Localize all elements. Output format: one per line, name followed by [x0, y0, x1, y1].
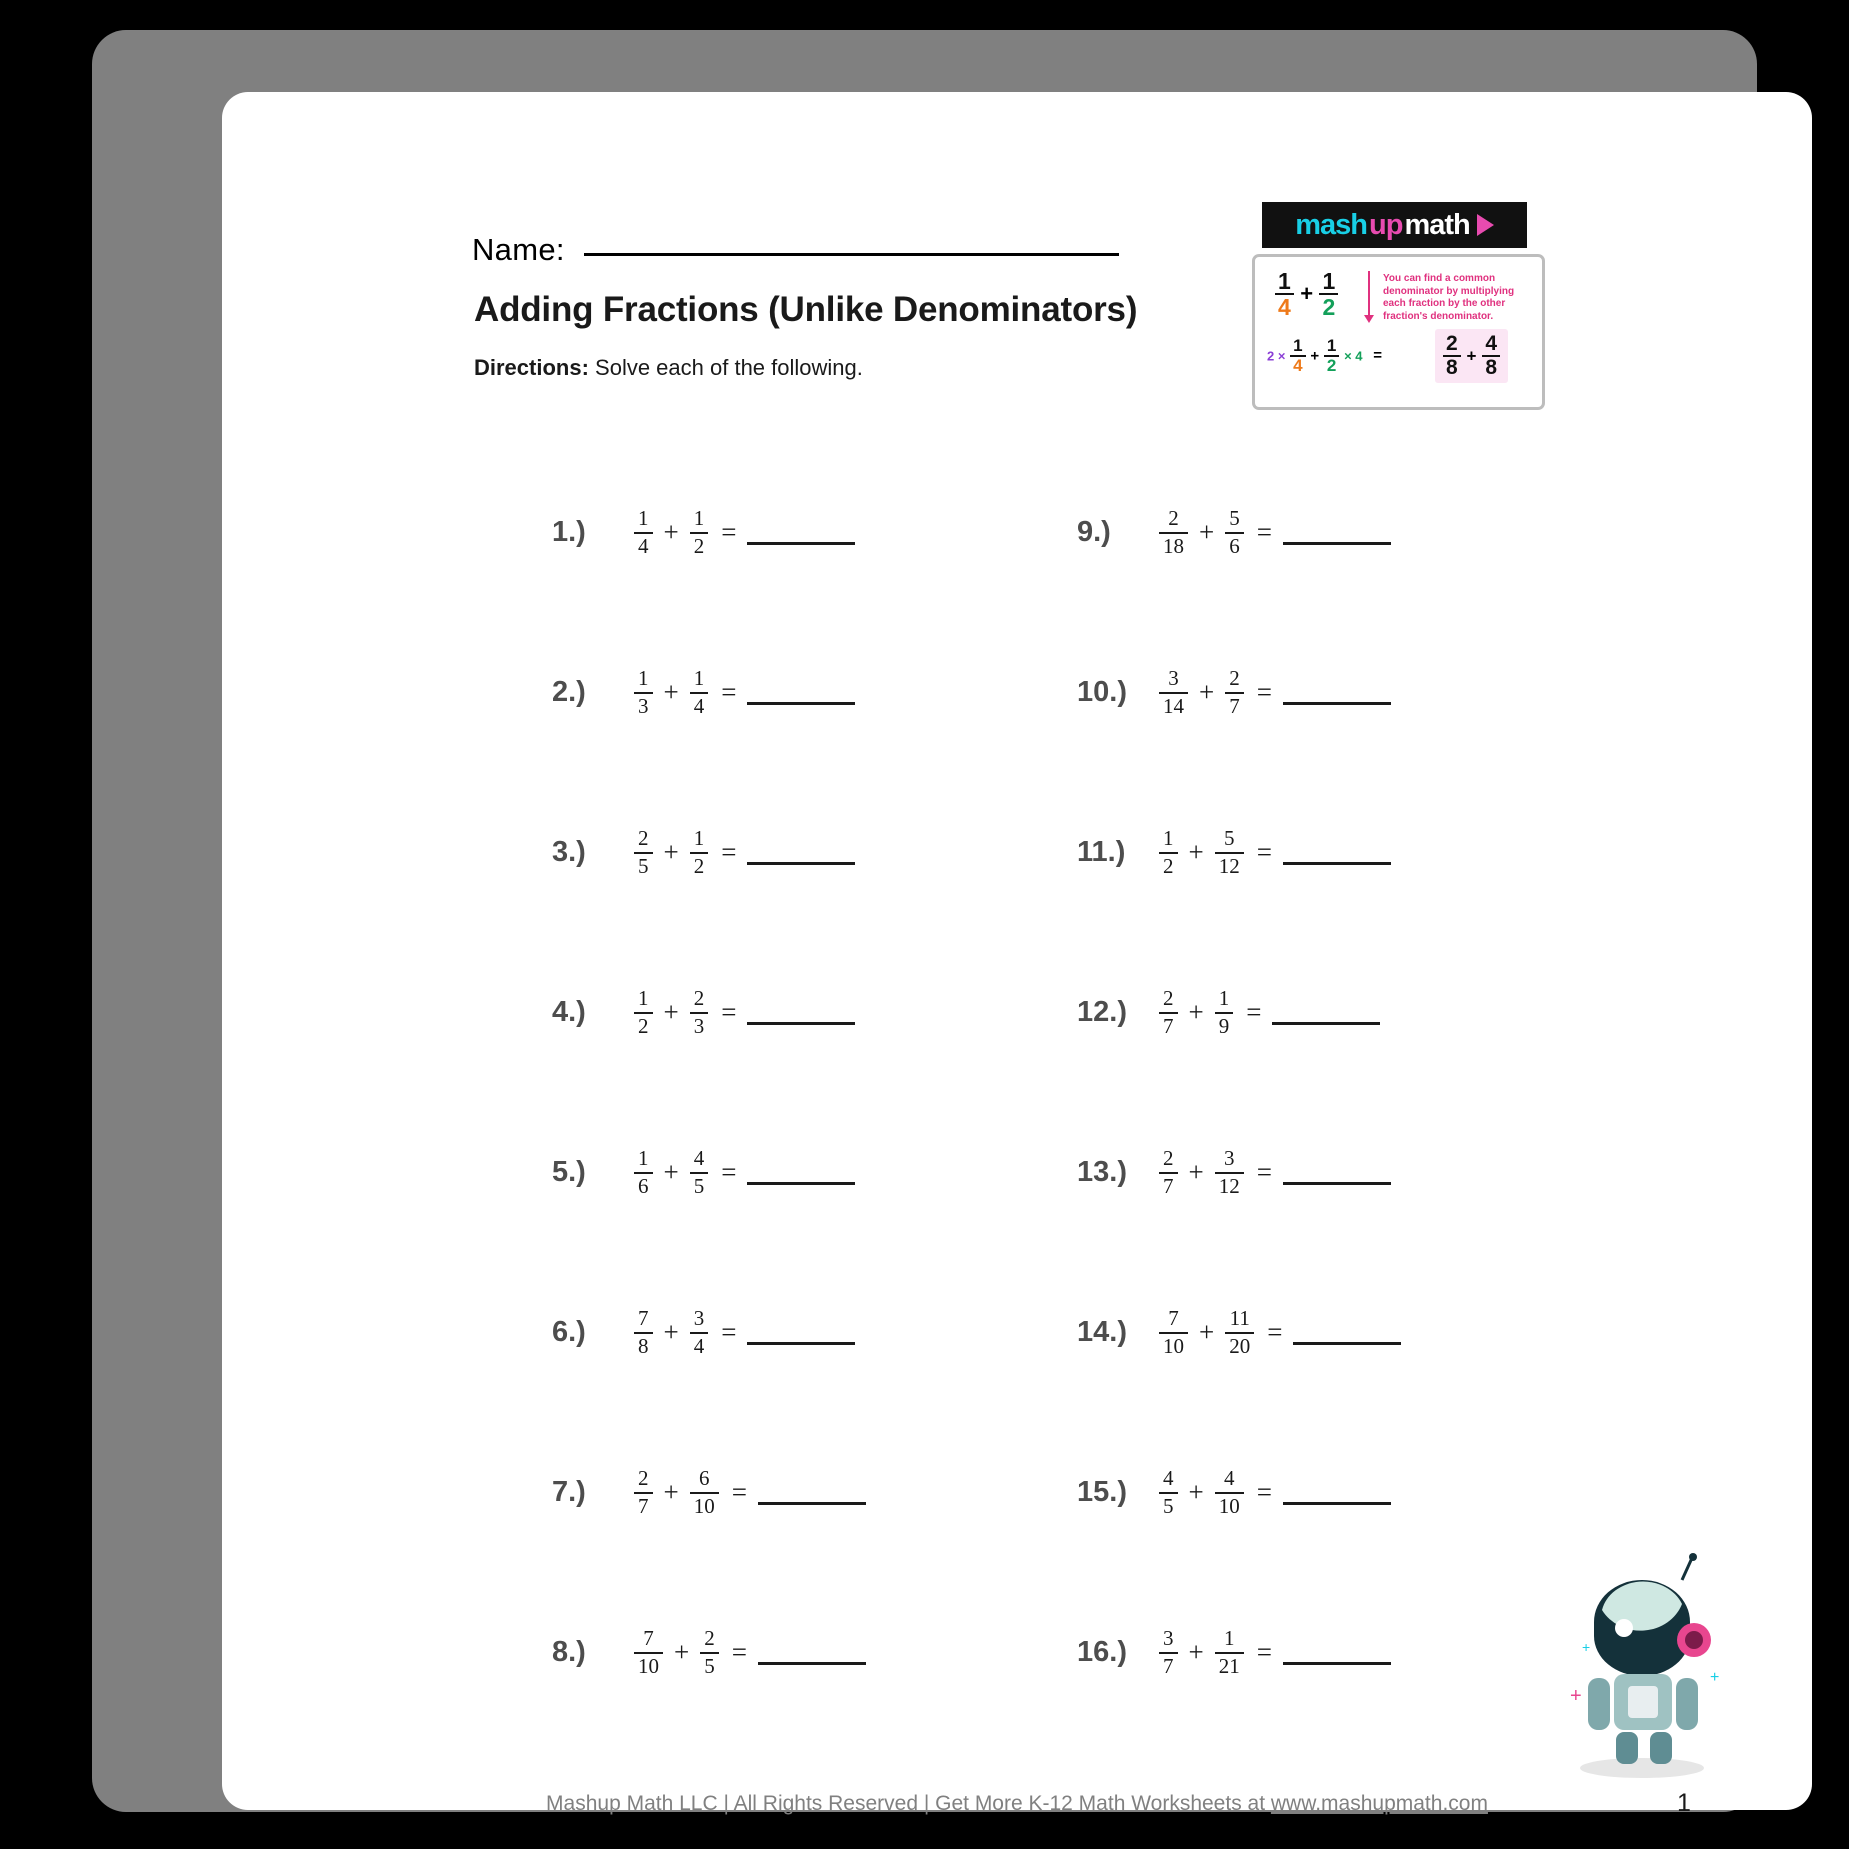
page-number: 1	[1677, 1789, 1691, 1817]
plus-sign: +	[663, 1157, 679, 1188]
problem-number: 12.)	[1077, 996, 1127, 1029]
svg-text:+: +	[1710, 1669, 1720, 1686]
problem-expression	[1155, 1467, 1391, 1518]
answer-blank[interactable]	[1293, 1320, 1401, 1345]
reference-bottom-expression	[1267, 337, 1382, 375]
equals-sign: =	[1256, 677, 1272, 708]
fraction-a: 4 5	[1159, 1467, 1178, 1518]
problem-number: 7.)	[552, 1476, 586, 1509]
fraction-a: 1 2	[634, 987, 653, 1038]
fraction-b: 2 5	[700, 1627, 719, 1678]
page-title: Adding Fractions (Unlike Denominators)	[474, 290, 1138, 329]
fraction-a: 3 7	[1159, 1627, 1178, 1678]
plus-sign: +	[1199, 677, 1215, 708]
reference-arrow-icon	[1368, 271, 1370, 315]
problem-expression	[630, 1627, 866, 1678]
play-triangle-icon	[1477, 214, 1494, 236]
plus-sign: +	[663, 997, 679, 1028]
directions-text: Solve each of the following.	[588, 355, 863, 380]
problem-number: 11.)	[1077, 836, 1126, 869]
worksheet-page	[222, 92, 1812, 1817]
plus-sign: +	[663, 1317, 679, 1348]
directions-label: Directions:	[474, 355, 589, 380]
plus-sign: +	[1188, 1637, 1204, 1668]
problem-expression	[1155, 667, 1391, 718]
svg-text:+: +	[1570, 1685, 1582, 1707]
reference-fraction-1: $\frac{1}{4}$	[1275, 269, 1294, 319]
reference-result-plus: +	[1466, 346, 1477, 366]
problem-7	[552, 1467, 866, 1518]
reference-result	[1435, 329, 1508, 383]
fraction-b: 5 12	[1215, 827, 1244, 878]
plus-sign: +	[1199, 1317, 1215, 1348]
logo-text-math: math	[1404, 208, 1470, 241]
problem-1	[552, 507, 855, 558]
answer-blank[interactable]	[1283, 1640, 1391, 1665]
equals-sign: =	[1246, 997, 1262, 1028]
problem-number: 16.)	[1077, 1636, 1127, 1669]
equals-sign: =	[1256, 1157, 1272, 1188]
fraction-b: 1 2	[690, 507, 709, 558]
problem-8	[552, 1627, 866, 1678]
reference-equals: =	[1373, 347, 1383, 365]
problem-14	[1077, 1307, 1401, 1358]
fraction-b: 1 21	[1215, 1627, 1244, 1678]
logo-text-mash: mash	[1295, 208, 1368, 241]
problem-number: 2.)	[552, 676, 586, 709]
reference-worked-fraction-2: $\frac{1}{2}$	[1324, 337, 1339, 375]
problem-5	[552, 1147, 855, 1198]
problem-expression	[630, 1307, 855, 1358]
equals-sign: =	[721, 517, 737, 548]
plus-sign: +	[663, 837, 679, 868]
ref-mult-left-top: 2 ×	[1267, 348, 1286, 364]
problem-3	[552, 827, 855, 878]
problem-4	[552, 987, 855, 1038]
reference-worked-fraction-1: $\frac{1}{4}$	[1290, 337, 1305, 375]
robot-mascot-illustration	[1542, 1552, 1742, 1782]
plus-sign: +	[1188, 837, 1204, 868]
equals-sign: =	[1256, 517, 1272, 548]
problem-number: 10.)	[1077, 676, 1127, 709]
problem-expression	[630, 507, 855, 558]
reference-example-box	[1252, 254, 1545, 410]
problem-16	[1077, 1627, 1391, 1678]
fraction-b: 1 2	[690, 827, 709, 878]
logo-text-up: up	[1369, 208, 1403, 241]
problem-number: 8.)	[552, 1636, 586, 1669]
answer-blank[interactable]	[747, 680, 855, 705]
answer-blank[interactable]	[1283, 680, 1391, 705]
problem-12	[1077, 987, 1380, 1038]
fraction-a: 1 4	[634, 507, 653, 558]
problem-number: 14.)	[1077, 1316, 1127, 1349]
problem-6	[552, 1307, 855, 1358]
directions	[474, 355, 863, 381]
fraction-b: 4 10	[1215, 1467, 1244, 1518]
fraction-b: 11 20	[1225, 1307, 1254, 1358]
svg-text:+: +	[1582, 1639, 1591, 1655]
problem-expression	[1155, 1627, 1391, 1678]
problem-expression	[1155, 1307, 1401, 1358]
problem-expression	[630, 827, 855, 878]
problem-15	[1077, 1467, 1391, 1518]
problem-number: 5.)	[552, 1156, 586, 1189]
equals-sign: =	[721, 1317, 737, 1348]
fraction-a: 7 8	[634, 1307, 653, 1358]
fraction-b: 1 4	[690, 667, 709, 718]
answer-blank[interactable]	[747, 1320, 855, 1345]
equals-sign: =	[1256, 1637, 1272, 1668]
problem-expression	[630, 667, 855, 718]
reference-result-fraction-2: $\frac{4}{8}$	[1482, 333, 1500, 379]
equals-sign: =	[721, 997, 737, 1028]
equals-sign: =	[721, 837, 737, 868]
problem-number: 4.)	[552, 996, 586, 1029]
plus-sign: +	[1199, 517, 1215, 548]
fraction-b: 3 4	[690, 1307, 709, 1358]
fraction-a: 1 6	[634, 1147, 653, 1198]
footer-link[interactable]: www.mashupmath.com	[1270, 1792, 1488, 1815]
problem-expression	[630, 1467, 866, 1518]
fraction-a: 2 18	[1159, 507, 1188, 558]
fraction-a: 3 14	[1159, 667, 1188, 718]
equals-sign: =	[1256, 837, 1272, 868]
fraction-a: 7 10	[1159, 1307, 1188, 1358]
fraction-a: 2 5	[634, 827, 653, 878]
plus-sign: +	[674, 1637, 690, 1668]
problem-number: 6.)	[552, 1316, 586, 1349]
plus-sign: +	[663, 517, 679, 548]
problem-number: 9.)	[1077, 516, 1111, 549]
answer-blank[interactable]	[747, 1160, 855, 1185]
answer-blank[interactable]	[1283, 840, 1391, 865]
reference-fraction-2: $\frac{1}{2}$	[1319, 269, 1338, 319]
fraction-b: 1 9	[1215, 987, 1234, 1038]
answer-blank[interactable]	[747, 1000, 855, 1025]
plus-sign: +	[663, 677, 679, 708]
answer-blank[interactable]	[1283, 1480, 1391, 1505]
problem-expression	[1155, 827, 1391, 878]
fraction-a: 2 7	[1159, 1147, 1178, 1198]
reference-top-expression	[1275, 269, 1338, 319]
fraction-b: 2 3	[690, 987, 709, 1038]
footer-text: Mashup Math LLC | All Rights Reserved | Get More K-12 Math Worksheets at	[546, 1792, 1271, 1815]
ref-mult-right: × 4	[1344, 348, 1363, 364]
problem-2	[552, 667, 855, 718]
problem-number: 13.)	[1077, 1156, 1127, 1189]
problem-13	[1077, 1147, 1391, 1198]
fraction-b: 6 10	[690, 1467, 719, 1518]
name-row	[472, 232, 1119, 268]
answer-blank[interactable]	[1272, 1000, 1380, 1025]
problem-9	[1077, 507, 1391, 558]
problem-number: 1.)	[552, 516, 586, 549]
answer-blank[interactable]	[758, 1640, 866, 1665]
reference-plus-1: +	[1300, 281, 1314, 307]
footer	[222, 1792, 1812, 1816]
answer-blank[interactable]	[747, 840, 855, 865]
answer-blank[interactable]	[747, 520, 855, 545]
equals-sign: =	[731, 1637, 747, 1668]
equals-sign: =	[731, 1477, 747, 1508]
plus-sign: +	[1188, 1157, 1204, 1188]
equals-sign: =	[1256, 1477, 1272, 1508]
problem-10	[1077, 667, 1391, 718]
problem-number: 15.)	[1077, 1476, 1127, 1509]
answer-blank[interactable]	[1283, 1160, 1391, 1185]
problem-expression	[1155, 987, 1380, 1038]
equals-sign: =	[1267, 1317, 1283, 1348]
reference-result-fraction-1: $\frac{2}{8}$	[1443, 333, 1461, 379]
problem-expression	[630, 987, 855, 1038]
fraction-a: 1 3	[634, 667, 653, 718]
fraction-b: 4 5	[690, 1147, 709, 1198]
name-label: Name:	[472, 232, 565, 267]
fraction-a: 1 2	[1159, 827, 1178, 878]
plus-sign: +	[1188, 1477, 1204, 1508]
fraction-b: 3 12	[1215, 1147, 1244, 1198]
fraction-a: 2 7	[634, 1467, 653, 1518]
name-write-line[interactable]	[584, 253, 1119, 256]
problem-expression	[630, 1147, 855, 1198]
problem-number: 3.)	[552, 836, 586, 869]
equals-sign: =	[721, 677, 737, 708]
plus-sign: +	[663, 1477, 679, 1508]
fraction-a: 7 10	[634, 1627, 663, 1678]
problem-expression	[1155, 1147, 1391, 1198]
answer-blank[interactable]	[1283, 520, 1391, 545]
reference-plus-2: +	[1310, 347, 1320, 365]
reference-note: You can find a common denominator by multiplying each fraction by the other fraction's denominator.	[1383, 273, 1515, 322]
problem-11	[1077, 827, 1391, 878]
fraction-b: 2 7	[1225, 667, 1244, 718]
worksheet-outer-frame	[92, 30, 1757, 1817]
mashup-math-logo	[1262, 202, 1527, 248]
fraction-b: 5 6	[1225, 507, 1244, 558]
problem-expression	[1155, 507, 1391, 558]
answer-blank[interactable]	[758, 1480, 866, 1505]
plus-sign: +	[1188, 997, 1204, 1028]
equals-sign: =	[721, 1157, 737, 1188]
fraction-a: 2 7	[1159, 987, 1178, 1038]
